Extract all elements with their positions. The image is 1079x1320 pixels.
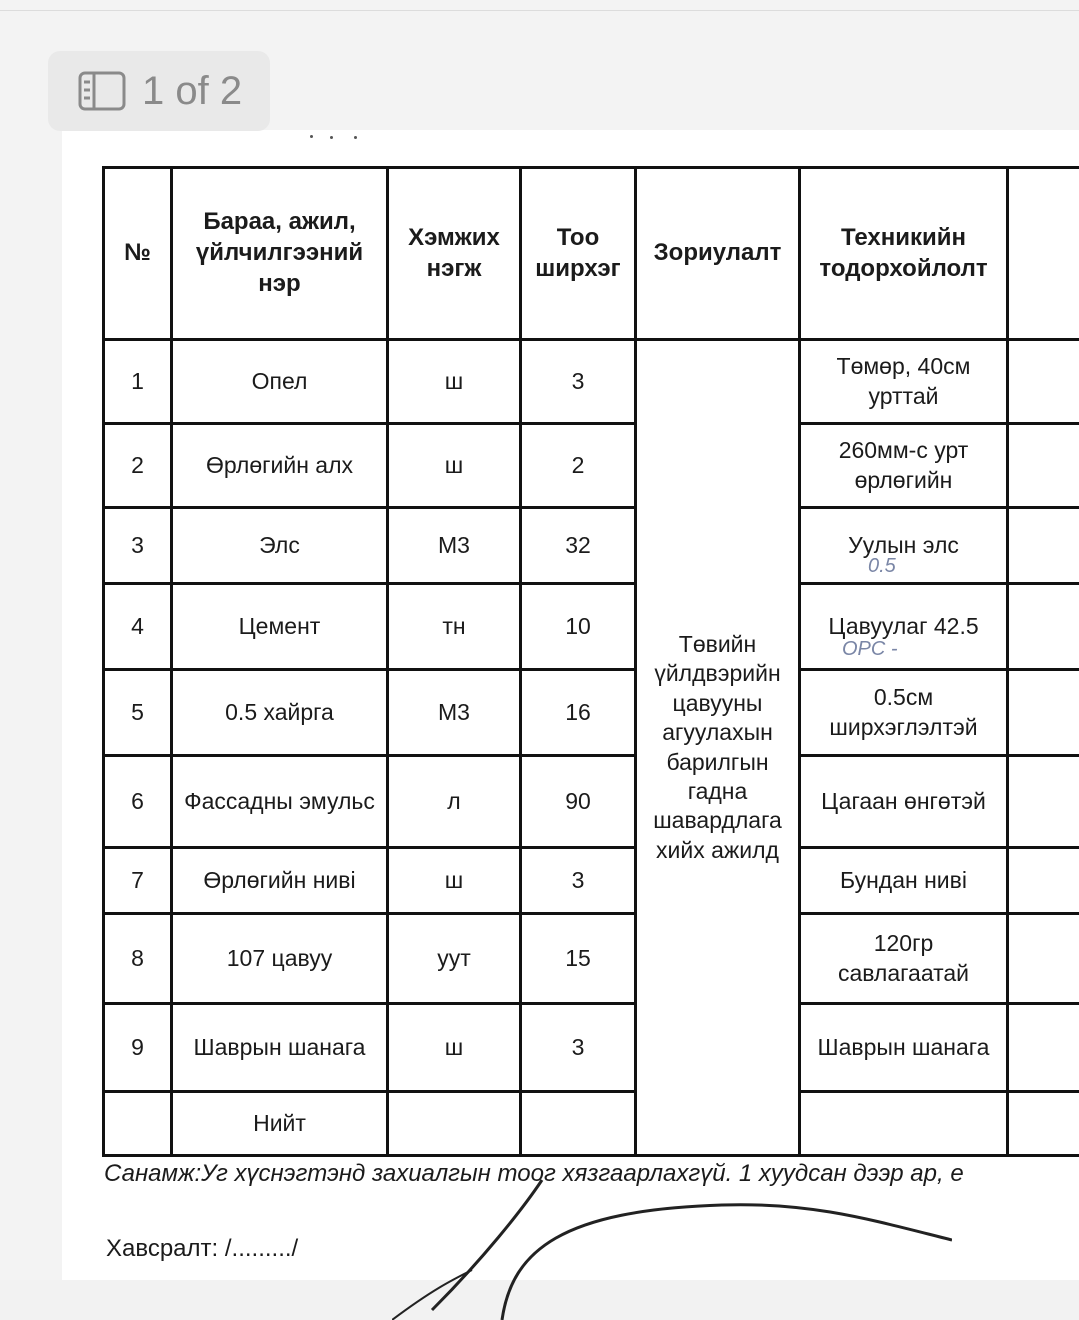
item-name: Цемент <box>172 584 388 670</box>
item-technical-spec: Уулын элс <box>800 508 1008 584</box>
table-row <box>104 1004 1079 1092</box>
scan-speck <box>330 136 333 139</box>
item-unit: уут <box>388 914 521 1004</box>
item-quantity: 2 <box>521 424 636 508</box>
table-row <box>104 670 1079 756</box>
item-name: Өрлөгийн нивi <box>172 848 388 914</box>
item-unit: ш <box>388 340 521 424</box>
page-indicator-badge[interactable] <box>48 51 270 131</box>
table-row <box>104 584 1079 670</box>
table-row <box>104 340 1079 424</box>
procurement-table <box>102 166 1079 1157</box>
item-quantity: 3 <box>521 340 636 424</box>
item-quantity: 10 <box>521 584 636 670</box>
row-number: 7 <box>104 848 172 914</box>
scanned-document-page <box>62 130 1079 1280</box>
item-unit: ш <box>388 1004 521 1092</box>
item-unit: ш <box>388 848 521 914</box>
item-quantity: 90 <box>521 756 636 848</box>
cut-off-cell <box>1008 914 1079 1004</box>
row-number: 3 <box>104 508 172 584</box>
cut-off-cell <box>1008 424 1079 508</box>
handwritten-signature <box>392 1170 952 1320</box>
header-item-name: Бараа, ажил, үйлчилгээний нэр <box>172 168 388 340</box>
item-technical-spec: Шаврын шанага <box>800 1004 1008 1092</box>
item-technical-spec: Төмөр, 40см урттай <box>800 340 1008 424</box>
footer-note: Санамж:Уг хүснэгтэнд захиалгын тоог хязгаарлахгүй. 1 хуудсан дээр ар, е <box>104 1160 964 1188</box>
item-unit: М3 <box>388 508 521 584</box>
header-purpose: Зориулалт <box>636 168 800 340</box>
cut-off-cell <box>1008 756 1079 848</box>
item-name: Опел <box>172 340 388 424</box>
item-name: Шаврын шанага <box>172 1004 388 1092</box>
total-empty-cell <box>1008 1092 1079 1156</box>
header-unit: Хэмжих нэгж <box>388 168 521 340</box>
total-empty-cell <box>800 1092 1008 1156</box>
total-empty-cell <box>388 1092 521 1156</box>
total-label: Нийт <box>172 1092 388 1156</box>
header-cut-off-column <box>1008 168 1079 340</box>
handwritten-note: 0.5 <box>868 555 896 578</box>
item-name: 107 цавуу <box>172 914 388 1004</box>
item-name: Элс <box>172 508 388 584</box>
handwritten-note: OPC - <box>842 638 898 661</box>
table-row <box>104 848 1079 914</box>
total-empty-cell <box>104 1092 172 1156</box>
item-technical-spec: Цагаан өнгөтэй <box>800 756 1008 848</box>
row-number: 6 <box>104 756 172 848</box>
sidebar-panel-icon[interactable] <box>78 71 126 111</box>
table-header-row <box>104 168 1079 340</box>
viewer-top-divider <box>0 10 1079 11</box>
cut-off-cell <box>1008 340 1079 424</box>
item-unit: тн <box>388 584 521 670</box>
attachment-line: Хавсралт: /........./ <box>106 1235 298 1263</box>
item-technical-spec: Цавуулаг 42.5 <box>800 584 1008 670</box>
row-number: 4 <box>104 584 172 670</box>
row-number: 5 <box>104 670 172 756</box>
table-row <box>104 424 1079 508</box>
item-unit: М3 <box>388 670 521 756</box>
cut-off-cell <box>1008 584 1079 670</box>
table-total-row <box>104 1092 1079 1156</box>
scan-speck <box>310 135 313 138</box>
table-row <box>104 508 1079 584</box>
header-technical-spec: Техникийн тодорхойлолт <box>800 168 1008 340</box>
cut-off-cell <box>1008 670 1079 756</box>
item-quantity: 3 <box>521 848 636 914</box>
page-indicator-text: 1 of 2 <box>142 69 242 114</box>
item-technical-spec: 260мм-с урт өрлөгийн <box>800 424 1008 508</box>
item-quantity: 15 <box>521 914 636 1004</box>
row-number: 8 <box>104 914 172 1004</box>
item-technical-spec: 0.5см ширхэглэлтэй <box>800 670 1008 756</box>
item-name: 0.5 хайрга <box>172 670 388 756</box>
cut-off-cell <box>1008 508 1079 584</box>
item-name: Фассадны эмульс <box>172 756 388 848</box>
header-quantity: Тоо ширхэг <box>521 168 636 340</box>
row-number: 2 <box>104 424 172 508</box>
purpose-cell: Төвийн үйлдвэрийн цавууны агуулахын барилгын гадна шавардлага хийх ажилд <box>636 340 800 1156</box>
item-technical-spec: Бундан нивi <box>800 848 1008 914</box>
item-quantity: 3 <box>521 1004 636 1092</box>
scan-speck <box>354 136 357 139</box>
item-quantity: 32 <box>521 508 636 584</box>
item-name: Өрлөгийн алх <box>172 424 388 508</box>
cut-off-cell <box>1008 1004 1079 1092</box>
item-unit: л <box>388 756 521 848</box>
table-row <box>104 914 1079 1004</box>
row-number: 9 <box>104 1004 172 1092</box>
total-empty-cell <box>521 1092 636 1156</box>
item-technical-spec: 120гр савлагаатай <box>800 914 1008 1004</box>
header-number: № <box>104 168 172 340</box>
item-quantity: 16 <box>521 670 636 756</box>
item-unit: ш <box>388 424 521 508</box>
table-row <box>104 756 1079 848</box>
row-number: 1 <box>104 340 172 424</box>
cut-off-cell <box>1008 848 1079 914</box>
